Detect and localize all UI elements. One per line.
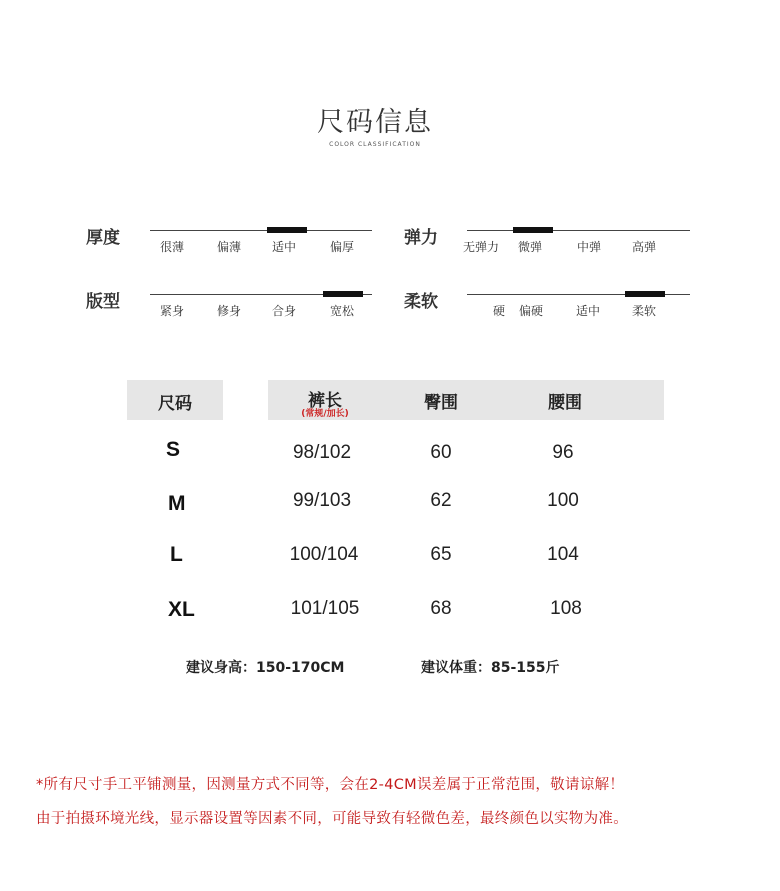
size-label: XL — [168, 598, 195, 621]
scale-option: 偏厚 — [330, 240, 355, 254]
hip-value: 60 — [430, 442, 452, 463]
hip-value: 62 — [430, 490, 452, 511]
length-value: 101/105 — [290, 598, 360, 619]
length-value: 99/103 — [292, 490, 352, 511]
page-subtitle: COLOR CLASSIFICATION — [329, 141, 421, 148]
waist-value: 108 — [550, 598, 582, 619]
header-length: 裤长 — [308, 391, 342, 411]
length-value: 100/104 — [289, 544, 359, 565]
header-size: 尺码 — [158, 394, 192, 414]
scale-option: 很薄 — [160, 240, 185, 254]
length-value: 98/102 — [292, 442, 352, 463]
recommended-height: 建议身高：150-170CM — [186, 660, 345, 676]
scale-option: 中弹 — [577, 240, 602, 254]
scale-option: 宽松 — [330, 304, 355, 318]
scale-option: 硬 — [493, 304, 506, 318]
scale-option: 修身 — [217, 304, 242, 318]
selected-marker — [513, 227, 553, 233]
scale-option: 高弹 — [632, 240, 657, 254]
hip-value: 65 — [430, 544, 452, 565]
selected-marker — [267, 227, 307, 233]
scale-option: 合身 — [272, 304, 297, 318]
selected-marker — [625, 291, 665, 297]
scale-option: 偏薄 — [217, 240, 242, 254]
size-label: L — [170, 543, 183, 566]
header-waist: 腰围 — [548, 393, 582, 413]
scale-option: 无弹力 — [463, 240, 500, 254]
scale-option: 偏硬 — [519, 304, 544, 318]
page-title: 尺码信息 — [317, 107, 433, 138]
recommended-weight: 建议体重：85-155斤 — [421, 660, 560, 676]
scale-option: 适中 — [576, 304, 601, 318]
scale-line — [467, 230, 690, 231]
size-label: S — [166, 438, 181, 461]
scale-line — [150, 230, 372, 231]
hip-value: 68 — [430, 598, 452, 619]
size-label: M — [168, 492, 186, 515]
scale-option: 适中 — [272, 240, 297, 254]
attribute-label: 厚度 — [86, 228, 120, 248]
scale-option: 微弹 — [518, 240, 543, 254]
header-hip: 臀围 — [424, 393, 458, 413]
attribute-label: 版型 — [86, 292, 120, 312]
selected-marker — [323, 291, 363, 297]
measurement-note: *所有尺寸手工平铺测量，因测量方式不同等，会在2-4CM误差属于正常范围，敬请谅解！ — [36, 777, 625, 793]
color-note: 由于拍摄环境光线，显示器设置等因素不同，可能导致有轻微色差，最终颜色以实物为准。 — [36, 811, 628, 827]
waist-value: 96 — [552, 442, 574, 463]
attribute-label: 弹力 — [404, 228, 438, 248]
scale-option: 紧身 — [160, 304, 185, 318]
scale-option: 柔软 — [632, 304, 657, 318]
attribute-label: 柔软 — [404, 292, 438, 312]
waist-value: 100 — [547, 490, 579, 511]
waist-value: 104 — [547, 544, 579, 565]
header-length-note: (常规/加长) — [301, 409, 349, 419]
